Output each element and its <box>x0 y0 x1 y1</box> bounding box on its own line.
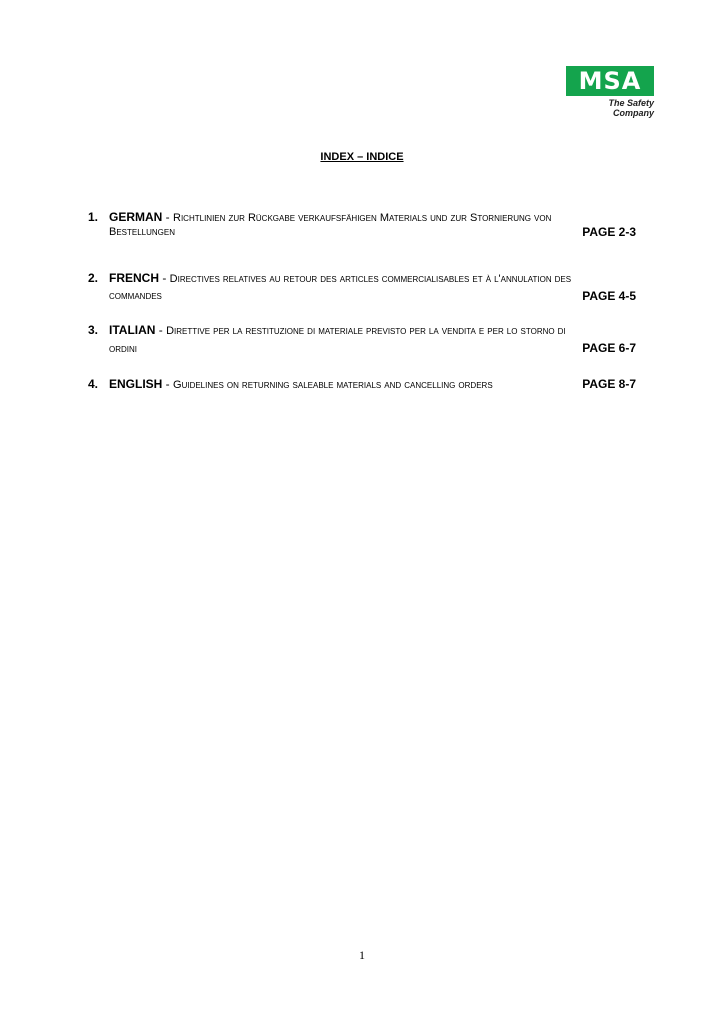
entry-page-ref: PAGE 8-7 <box>582 377 636 391</box>
entry-language: GERMAN <box>109 210 163 224</box>
entry-separator: - <box>162 210 174 224</box>
entry-page-ref: PAGE 4-5 <box>582 289 636 303</box>
index-title: INDEX – INDICE <box>320 151 404 163</box>
entry-line <box>109 323 649 337</box>
msa-logo-mark: MSA <box>566 66 654 96</box>
entry-line <box>109 210 649 224</box>
page-number: 1 <box>359 948 365 962</box>
entry-page-ref: PAGE 6-7 <box>582 341 636 355</box>
entry-line <box>109 271 649 285</box>
entry-description: Guidelines on returning saleable materials and cancelling orders <box>173 379 493 391</box>
entry-separator: - <box>155 323 167 337</box>
entry-language: FRENCH <box>109 271 159 285</box>
entry-description: Directives relatives au retour des articles commercialisables et à l'annulation des <box>169 273 572 285</box>
entry-description: Direttive per la restituzione di materiale previsto per la vendita e per lo storno di <box>166 325 566 337</box>
entry-number: 3. <box>88 323 99 337</box>
entry-number: 2. <box>88 271 99 285</box>
entry-separator: - <box>159 271 170 285</box>
entry-line <box>109 377 649 391</box>
entry-number: 4. <box>88 377 99 391</box>
msa-logo <box>566 66 656 118</box>
entry-language: ENGLISH <box>109 377 163 391</box>
entry-description-cont: Bestellungen <box>109 226 176 238</box>
entry-page-ref: PAGE 2-3 <box>582 225 636 239</box>
entry-language: ITALIAN <box>109 323 156 337</box>
logo-tagline: The Safety Company <box>608 98 654 118</box>
entry-description-cont: commandes <box>109 290 162 302</box>
entry-separator: - <box>162 377 174 391</box>
entry-number: 1. <box>88 210 99 224</box>
entry-description-cont: ordini <box>109 343 137 355</box>
entry-description: Richtlinien zur Rückgabe verkaufsfähigen Materials und zur Stornierung von <box>173 212 552 224</box>
